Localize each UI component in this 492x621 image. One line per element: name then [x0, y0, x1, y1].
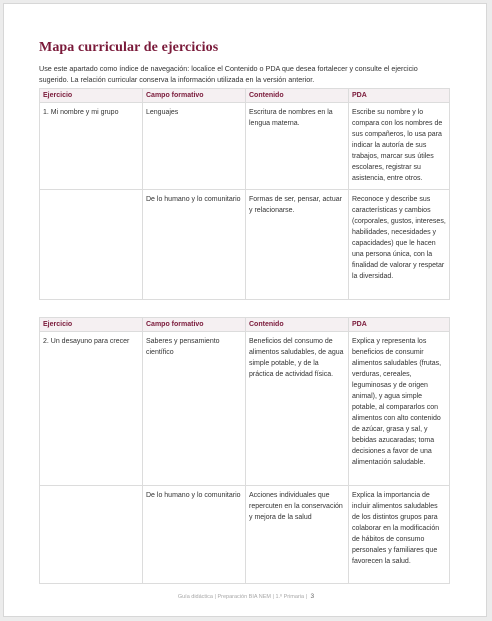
table-row	[40, 103, 450, 190]
cell-ejercicio: 2. Un desayuno para crecer	[40, 332, 143, 486]
cell-campo: Saberes y pensamiento científico	[143, 332, 246, 486]
cell-contenido: Acciones individuales que repercuten en la conservación y mejora de la salud	[246, 486, 349, 584]
header-contenido: Contenido	[246, 89, 349, 103]
header-ejercicio: Ejercicio	[40, 318, 143, 332]
cell-campo: Lenguajes	[143, 103, 246, 190]
cell-contenido: Escritura de nombres en la lengua materna.	[246, 103, 349, 190]
intro-paragraph: Use este apartado como índice de navegación: localice el Contenido o PDA que desea fortalecer y consulte el ejercicio sugerido. La relación curricular conserva la información utilizada en la versión anterior.	[39, 64, 418, 84]
cell-ejercicio	[40, 190, 143, 300]
table-row	[40, 332, 450, 486]
footer-text: Guía didáctica | Preparación BIA NEM | 1.º Primaria |	[177, 594, 308, 600]
curriculum-table-2	[39, 317, 450, 584]
cell-pda: Escribe su nombre y lo compara con los nombres de sus compañeros, lo usa para indicar la autoría de sus trabajos, marcar sus útiles escolares, registrar su asistencia, entre otros.	[349, 103, 450, 190]
document-page	[3, 3, 487, 617]
cell-campo: De lo humano y lo comunitario	[143, 190, 246, 300]
cell-pda: Reconoce y describe sus características y cambios (corporales, gustos, intereses, habilidades, necesidades y capacidades) que le hacen una persona única, con la finalidad de valorar y respetar la diversidad.	[349, 190, 450, 300]
header-campo-formativo: Campo formativo	[143, 89, 246, 103]
page-number: 3	[310, 593, 315, 600]
curriculum-table-1	[39, 88, 450, 300]
header-ejercicio: Ejercicio	[40, 89, 143, 103]
header-pda: PDA	[349, 89, 450, 103]
page-title: Mapa curricular de ejercicios	[39, 40, 219, 55]
cell-ejercicio	[40, 486, 143, 584]
table-header-row	[40, 89, 450, 103]
header-contenido: Contenido	[246, 318, 349, 332]
cell-contenido: Beneficios del consumo de alimentos saludables, de agua simple potable, y de la práctica de actividad física.	[246, 332, 349, 486]
table-header-row	[40, 318, 450, 332]
cell-contenido: Formas de ser, pensar, actuar y relacionarse.	[246, 190, 349, 300]
table-row	[40, 486, 450, 584]
page-footer	[4, 593, 488, 600]
header-pda: PDA	[349, 318, 450, 332]
cell-pda: Explica y representa los beneficios de consumir alimentos saludables (frutas, verduras, cereales, leguminosas y de origen animal), y agua simple potable, al compararlos con alimentos con alto contenido de azúcar, grasa y sal, y bebidas azucaradas; toma decisiones a favor de una alimentación saludable.	[349, 332, 450, 486]
cell-ejercicio: 1. Mi nombre y mi grupo	[40, 103, 143, 190]
header-campo-formativo: Campo formativo	[143, 318, 246, 332]
cell-campo: De lo humano y lo comunitario	[143, 486, 246, 584]
table-row	[40, 190, 450, 300]
cell-pda: Explica la importancia de incluir alimentos saludables de los distintos grupos para colaborar en la modificación de hábitos de consumo personales y familiares que favorecen la salud.	[349, 486, 450, 584]
